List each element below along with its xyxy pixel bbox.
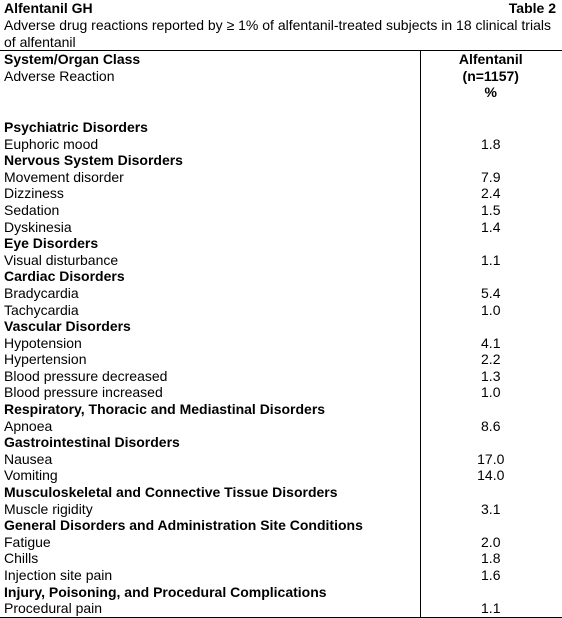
category-label: Injury, Poisoning, and Procedural Complications	[4, 583, 327, 600]
category-row	[0, 268, 561, 285]
reaction-percent: 1.3	[420, 368, 561, 385]
category-value-cell	[420, 235, 561, 252]
category-label: Vascular Disorders	[4, 318, 131, 335]
category-value-cell	[420, 401, 561, 418]
table-number: Table 2	[508, 0, 556, 16]
reaction-label: Nausea	[4, 450, 53, 467]
spacer-cell	[420, 107, 561, 119]
reaction-percent: 14.0	[420, 467, 561, 484]
reaction-percent: 1.0	[420, 384, 561, 401]
table-row	[0, 384, 561, 401]
category-label: Nervous System Disorders	[4, 152, 183, 169]
table-row	[0, 534, 561, 551]
table-row	[0, 451, 561, 468]
column-header-class: System/Organ Class	[4, 51, 141, 68]
table-row	[0, 567, 561, 584]
table-row	[0, 600, 561, 617]
category-label: Gastrointestinal Disorders	[4, 434, 180, 451]
reaction-label: Chills	[4, 550, 39, 567]
reaction-label: Blood pressure decreased	[4, 367, 168, 384]
category-value-cell	[420, 484, 561, 501]
reaction-percent: 1.1	[420, 252, 561, 269]
reaction-percent: 1.1	[420, 600, 561, 617]
reaction-percent: 1.6	[420, 567, 561, 584]
reaction-percent: 5.4	[420, 285, 561, 302]
reaction-percent: 4.1	[420, 335, 561, 352]
column-header-reaction: Adverse Reaction	[4, 67, 115, 84]
column-header-n: (n=1157)	[462, 67, 519, 84]
category-label: Musculoskeletal and Connective Tissue Disorders	[4, 484, 338, 501]
category-value-cell	[420, 152, 561, 169]
reaction-percent: 1.4	[420, 219, 561, 236]
reaction-label: Hypotension	[4, 334, 82, 351]
reaction-label: Vomiting	[4, 467, 58, 484]
table-row	[0, 219, 561, 236]
category-row	[0, 318, 561, 335]
column-header-drug: Alfentanil	[458, 51, 523, 68]
reaction-label: Blood pressure increased	[4, 384, 163, 401]
table-row	[0, 185, 561, 202]
category-label: Eye Disorders	[4, 235, 99, 252]
table-row	[0, 136, 561, 153]
reaction-label: Fatigue	[4, 533, 51, 550]
adverse-reactions-table	[0, 51, 561, 617]
spacer-cell	[0, 107, 420, 119]
category-row	[0, 401, 561, 418]
column-header-row	[0, 51, 561, 107]
reaction-percent: 2.4	[420, 185, 561, 202]
table-row	[0, 368, 561, 385]
table-row	[0, 550, 561, 567]
category-row	[0, 517, 561, 534]
reaction-percent: 1.8	[420, 136, 561, 153]
reaction-percent: 1.0	[420, 302, 561, 319]
table-row	[0, 335, 561, 352]
category-value-cell	[420, 268, 561, 285]
category-value-cell	[420, 517, 561, 534]
table-row	[0, 501, 561, 518]
reaction-label: Dyskinesia	[4, 218, 72, 235]
reaction-label: Apnoea	[4, 417, 53, 434]
reaction-percent: 17.0	[420, 451, 561, 468]
spacer-row	[0, 107, 561, 119]
table-row	[0, 202, 561, 219]
reaction-label: Muscle rigidity	[4, 500, 93, 517]
reaction-percent: 2.2	[420, 351, 561, 368]
table-row	[0, 302, 561, 319]
reaction-label: Euphoric mood	[4, 135, 99, 152]
reaction-percent: 7.9	[420, 169, 561, 186]
category-row	[0, 484, 561, 501]
reaction-label: Tachycardia	[4, 301, 79, 318]
reaction-label: Visual disturbance	[4, 251, 119, 268]
reaction-percent: 1.8	[420, 550, 561, 567]
category-value-cell	[420, 318, 561, 335]
reaction-percent: 2.0	[420, 534, 561, 551]
category-label: Cardiac Disorders	[4, 268, 125, 285]
column-header-unit: %	[484, 84, 497, 101]
category-row	[0, 152, 561, 169]
category-label: Psychiatric Disorders	[4, 118, 148, 135]
table-header-bar	[0, 0, 562, 17]
reaction-percent: 1.5	[420, 202, 561, 219]
reaction-label: Movement disorder	[4, 168, 124, 185]
table-row	[0, 169, 561, 186]
reaction-label: Bradycardia	[4, 284, 79, 301]
table-caption: Adverse drug reactions reported by ≥ 1% of alfentanil-treated subjects in 18 clinical trials of alfentanil	[4, 17, 551, 50]
table-row	[0, 418, 561, 435]
category-row	[0, 434, 561, 451]
table-row	[0, 285, 561, 302]
reaction-label: Dizziness	[4, 185, 64, 202]
reaction-label: Procedural pain	[4, 600, 103, 617]
category-label: General Disorders and Administration Site Conditions	[4, 517, 363, 534]
category-label: Respiratory, Thoracic and Mediastinal Disorders	[4, 401, 326, 418]
category-value-cell	[420, 434, 561, 451]
reaction-percent: 3.1	[420, 501, 561, 518]
column-header-value	[420, 51, 561, 107]
table-row	[0, 351, 561, 368]
table-row	[0, 467, 561, 484]
reaction-percent: 8.6	[420, 418, 561, 435]
reaction-label: Hypertension	[4, 351, 87, 368]
reaction-label: Injection site pain	[4, 567, 113, 583]
category-row	[0, 235, 561, 252]
category-row	[0, 119, 561, 136]
category-row	[0, 584, 561, 601]
table-row	[0, 252, 561, 269]
column-header-label	[0, 51, 420, 107]
reaction-label: Sedation	[4, 201, 60, 218]
category-value-cell	[420, 119, 561, 136]
drug-title: Alfentanil GH	[4, 0, 93, 16]
category-value-cell	[420, 584, 561, 601]
